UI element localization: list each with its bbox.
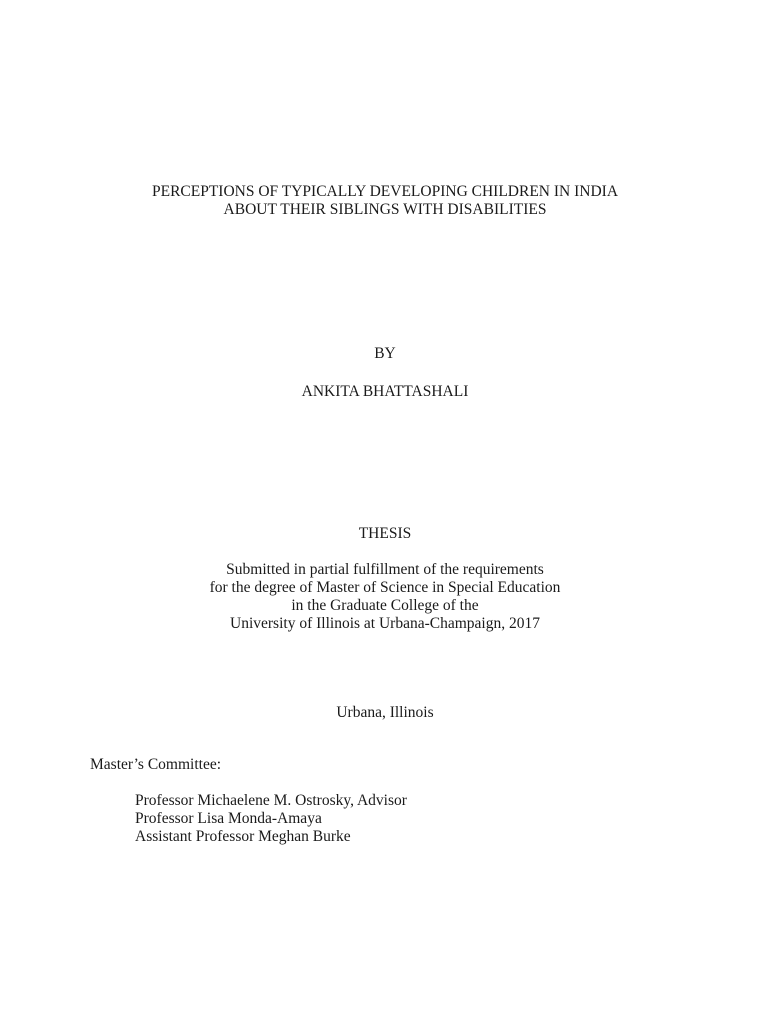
submission-line: Submitted in partial fulfillment of the requirements [226, 561, 544, 578]
committee-members-list [135, 792, 407, 846]
submission-line: for the degree of Master of Science in Special Education [209, 579, 561, 596]
thesis-title [0, 183, 770, 219]
submission-statement [0, 561, 770, 633]
submission-line: University of Illinois at Urbana-Champaign, 2017 [230, 615, 540, 632]
submission-line: in the Graduate College of the [291, 597, 479, 614]
committee-member: Professor Lisa Monda-Amaya [135, 810, 322, 827]
thesis-title-line: PERCEPTIONS OF TYPICALLY DEVELOPING CHILDREN IN INDIA [151, 183, 619, 200]
committee-member: Assistant Professor Meghan Burke [135, 828, 351, 845]
by-label: BY [374, 345, 396, 362]
author-name: ANKITA BHATTASHALI [301, 383, 469, 400]
thesis-title-line: ABOUT THEIR SIBLINGS WITH DISABILITIES [223, 201, 547, 218]
committee-heading: Master’s Committee: [90, 756, 222, 773]
committee-member: Professor Michaelene M. Ostrosky, Advisor [135, 792, 407, 809]
document-type-label: THESIS [358, 525, 412, 542]
place-of-publication: Urbana, Illinois [336, 704, 434, 721]
